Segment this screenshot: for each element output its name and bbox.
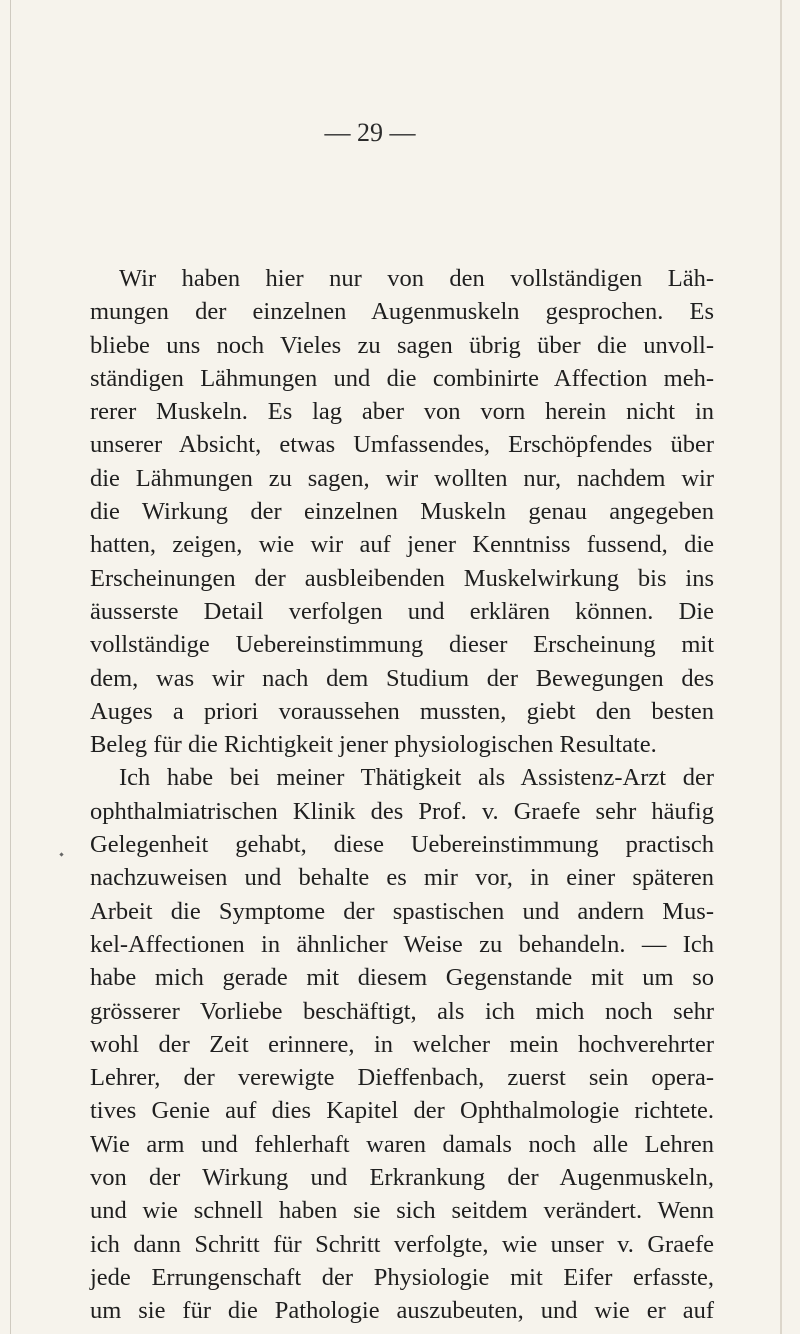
text-line-18: Gelegenheit gehabt, diese Uebereinstimmung practisch xyxy=(90,831,714,859)
text-line-4: ständigen Lähmungen und die combinirte Affection meh- xyxy=(90,364,714,392)
text-line-8: die Wirkung der einzelnen Muskeln genau angegeben xyxy=(90,498,714,526)
text-line-7: die Lähmungen zu sagen, wir wollten nur, nachdem wir xyxy=(90,464,714,492)
text-line-3: bliebe uns noch Vieles zu sagen übrig über die unvoll- xyxy=(90,331,714,359)
right-page-edge xyxy=(780,0,782,1334)
text-line-5: rerer Muskeln. Es lag aber von vorn herein nicht in xyxy=(90,398,714,426)
text-line-32: um sie für die Pathologie auszubeuten, und wie er auf xyxy=(90,1297,714,1325)
text-line-22: habe mich gerade mit diesem Gegenstande mit um so xyxy=(90,964,714,992)
text-line-15: Beleg für die Richtigkeit jener physiologischen Resultate. xyxy=(90,731,657,759)
text-line-27: Wie arm und fehlerhaft waren damals noch alle Lehren xyxy=(90,1130,714,1158)
text-line-31: jede Errungenschaft der Physiologie mit Eifer erfasste, xyxy=(90,1263,714,1291)
text-line-2: mungen der einzelnen Augenmuskeln gesprochen. Es xyxy=(90,298,714,326)
text-line-9: hatten, zeigen, wie wir auf jener Kenntniss fussend, die xyxy=(90,531,714,559)
text-line-24: wohl der Zeit erinnere, in welcher mein hochverehrter xyxy=(90,1030,714,1058)
text-line-13: dem, was wir nach dem Studium der Bewegungen des xyxy=(90,664,714,692)
margin-mark xyxy=(59,852,63,856)
text-line-21: kel-Affectionen in ähnlicher Weise zu behandeln. — Ich xyxy=(90,930,714,958)
text-line-10: Erscheinungen der ausbleibenden Muskelwirkung bis ins xyxy=(90,564,714,592)
text-line-30: ich dann Schritt für Schritt verfolgte, wie unser v. Graefe xyxy=(90,1230,714,1258)
text-line-6: unserer Absicht, etwas Umfassendes, Erschöpfendes über xyxy=(90,431,714,459)
text-line-20: Arbeit die Symptome der spastischen und andern Mus- xyxy=(90,897,714,925)
text-line-14: Auges a priori voraussehen mussten, giebt den besten xyxy=(90,697,714,725)
left-page-edge xyxy=(10,0,11,1334)
text-line-12: vollständige Uebereinstimmung dieser Erscheinung mit xyxy=(90,631,714,659)
text-line-19: nachzuweisen und behalte es mir vor, in einer späteren xyxy=(90,864,714,892)
text-line-29: und wie schnell haben sie sich seitdem verändert. Wenn xyxy=(90,1197,714,1225)
body-text xyxy=(90,262,714,1328)
text-line-17: ophthalmiatrischen Klinik des Prof. v. Graefe sehr häufig xyxy=(90,797,714,825)
text-line-23: grösserer Vorliebe beschäftigt, als ich mich noch sehr xyxy=(90,997,714,1025)
text-line-25: Lehrer, der verewigte Dieffenbach, zuerst sein opera- xyxy=(90,1064,714,1092)
text-line-1: Wir haben hier nur von den vollständigen Läh- xyxy=(119,265,714,292)
page-number: — 29 — xyxy=(324,118,416,147)
text-line-26: tives Genie auf dies Kapitel der Ophthalmologie richtete. xyxy=(90,1097,714,1125)
text-line-11: äusserste Detail verfolgen und erklären können. Die xyxy=(90,597,714,625)
text-line-16: Ich habe bei meiner Thätigkeit als Assistenz-Arzt der xyxy=(119,764,714,792)
text-line-28: von der Wirkung und Erkrankung der Augenmuskeln, xyxy=(90,1164,714,1192)
